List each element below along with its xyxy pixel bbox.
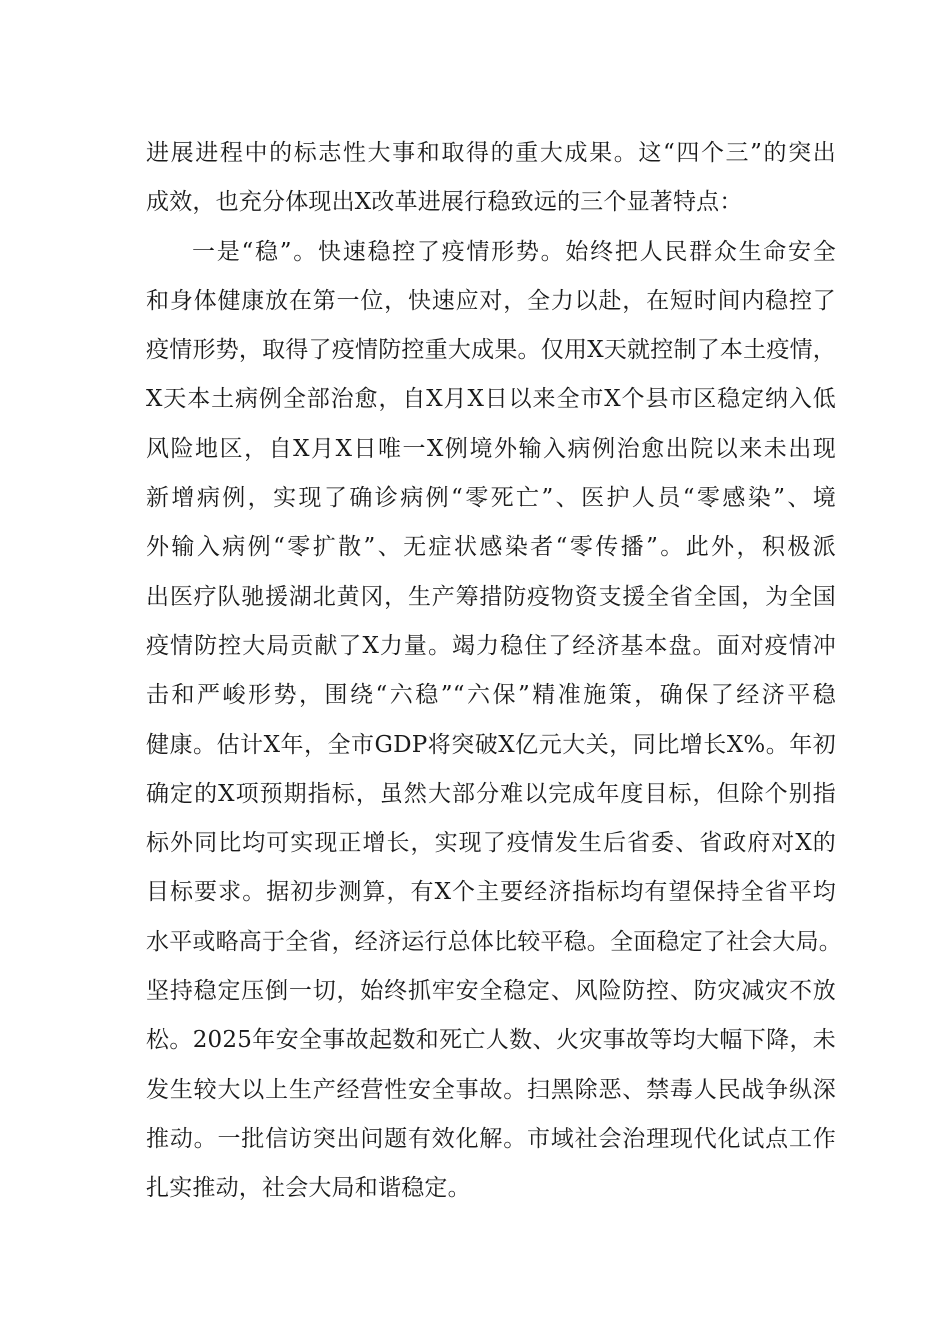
- text-line: 推动。一批信访突出问题有效化解。市域社会治理现代化试点工作: [146, 1125, 836, 1152]
- body-text: [146, 129, 842, 1214]
- text-line: 成效，也充分体现出X改革进展行稳致远的三个显著特点：: [146, 189, 743, 216]
- text-line: 标外同比均可实现正增长，实现了疫情发生后省委、省政府对X的: [146, 830, 836, 857]
- text-line: 水平或略高于全省，经济运行总体比较平稳。全面稳定了社会大局。: [146, 928, 842, 955]
- text-line: 和身体健康放在第一位，快速应对，全力以赴，在短时间内稳控了: [146, 287, 836, 314]
- text-line: 松。2025年安全事故起数和死亡人数、火灾事故等均大幅下降，未: [146, 1027, 836, 1054]
- text-line: 进展进程中的标志性大事和取得的重大成果。这“四个三”的突出: [146, 140, 836, 166]
- paragraph-start-line: 一是“稳”。快速稳控了疫情形势。始终把人民群众生命安全: [192, 238, 836, 265]
- text-line: 发生较大以上生产经营性安全事故。扫黑除恶、禁毒人民战争纵深: [146, 1076, 836, 1103]
- text-line: 风险地区，自X月X日唯一X例境外输入病例治愈出院以来未出现: [146, 435, 836, 462]
- text-line: 目标要求。据初步测算，有X个主要经济指标均有望保持全省平均: [146, 879, 836, 906]
- text-line: 外输入病例“零扩散”、无症状感染者“零传播”。此外，积极派: [146, 534, 836, 561]
- text-line: 疫情形势，取得了疫情防控重大成果。仅用X天就控制了本土疫情，: [146, 337, 836, 364]
- text-line: 扎实推动，社会大局和谐稳定。: [146, 1175, 471, 1202]
- text-line: 健康。估计X年，全市GDP将突破X亿元大关，同比增长X%。年初: [146, 731, 836, 758]
- text-line: 确定的X项预期指标，虽然大部分难以完成年度目标，但除个别指: [146, 780, 836, 807]
- text-line: 疫情防控大局贡献了X力量。竭力稳住了经济基本盘。面对疫情冲: [146, 632, 836, 659]
- text-line: 新增病例，实现了确诊病例“零死亡”、医护人员“零感染”、境: [146, 485, 836, 512]
- text-line: 坚持稳定压倒一切，始终抓牢安全稳定、风险防控、防灾减灾不放: [146, 978, 836, 1005]
- text-line: X天本土病例全部治愈，自X月X日以来全市X个县市区稳定纳入低: [146, 386, 836, 413]
- text-line: 出医疗队驰援湖北黄冈，生产筹措防疫物资支援全省全国，为全国: [146, 583, 836, 610]
- text-line: 击和严峻形势，围绕“六稳”“六保”精准施策，确保了经济平稳: [146, 682, 836, 709]
